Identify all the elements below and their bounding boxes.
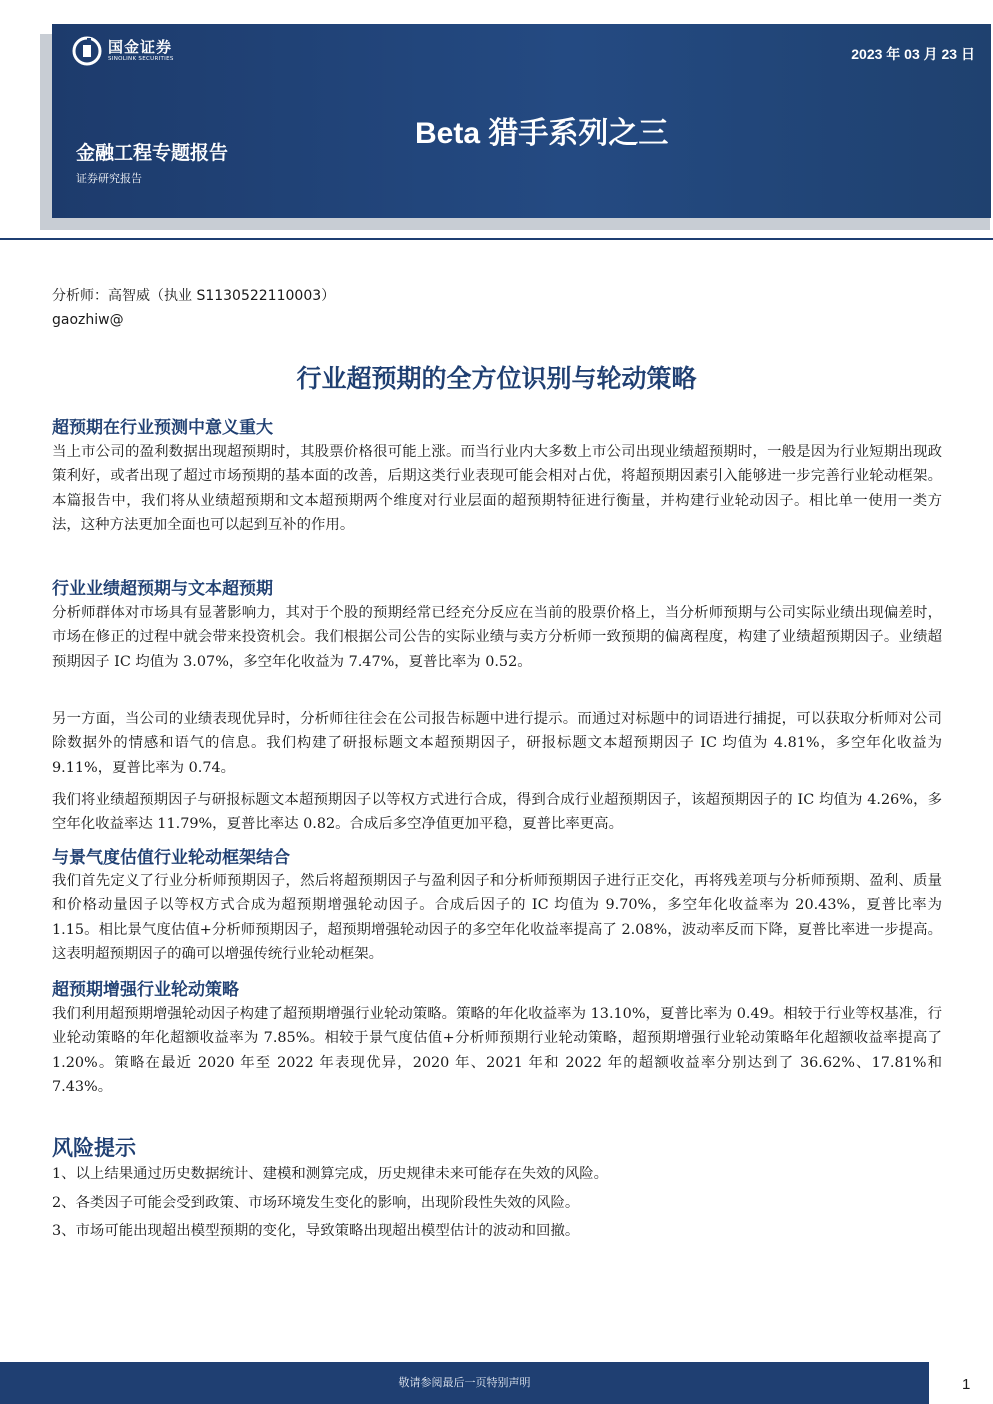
report-category-sub: 证券研究报告 bbox=[76, 172, 142, 185]
risk-item: 2、各类因子可能会受到政策、市场环境发生变化的影响，出现阶段性失效的风险。 bbox=[52, 1195, 580, 1211]
section-paragraph: 我们利用超预期增强轮动因子构建了超预期增强行业轮动策略。策略的年化收益率为 13.10%，夏普比率为 0.49。相较于行业等权基准，行业轮动策略的年化超额收益率为 7.85%。相较于景气度估值+分析师预期行业轮动策略，超预期增强行业轮动策略年化超额收益率提高了 1.20%。策略在最近 2020 年至 2022 年表现优异，2020 年、2021 年和 2022 年的超额收益率分别达到了 36.62%、17.81%和 7.43%。 bbox=[52, 1006, 942, 1095]
section-paragraph: 我们首先定义了行业分析师预期因子，然后将超预期因子与盈利因子和分析师预期因子进行正交化，再将残差项与分析师预期、盈利、质量和价格动量因子以等权方式合成为超预期增强轮动因子。合成后因子的 IC 均值为 9.70%，多空年化收益率为 20.43%，夏普比率为 1.15。相比景气度估值+分析师预期因子，超预期增强轮动因子的多空年化收益率提高了 2.08%，波动率反而下降，夏普比率进一步提高。这表明超预期因子的确可以增强传统行业轮动框架。 bbox=[52, 873, 942, 962]
analyst-line: 分析师：高智威（执业 S1130522110003） bbox=[52, 288, 336, 304]
logo-cn: 国金证券 bbox=[108, 37, 173, 56]
series-title: Beta 猎手系列之三 bbox=[415, 117, 669, 150]
section-heading: 与景气度估值行业轮动框架结合 bbox=[52, 848, 290, 868]
logo bbox=[72, 36, 174, 66]
section-paragraph: 当上市公司的盈利数据出现超预期时，其股票价格很可能上涨。而当行业内大多数上市公司出现业绩超预期时，一般是因为行业短期出现政策利好，或者出现了超过市场预期的基本面的改善，后期这类行业表现可能会相对占优，将超预期因素引入能够进一步完善行业轮动框架。本篇报告中，我们将从业绩超预期和文本超预期两个维度对行业层面的超预期特征进行衡量，并构建行业轮动因子。相比单一使用一类方法，这种方法更加全面也可以起到互补的作用。 bbox=[52, 444, 942, 533]
section-paragraph: 分析师群体对市场具有显著影响力，其对于个股的预期经常已经充分反应在当前的股票价格上，当分析师预期与公司实际业绩出现偏差时，市场在修正的过程中就会带来投资机会。我们根据公司公告的实际业绩与卖方分析师一致预期的偏离程度，构建了业绩超预期因子。业绩超预期因子 IC 均值为 3.07%，多空年化收益为 7.47%，夏普比率为 0.52。 bbox=[52, 605, 942, 670]
section-heading: 行业业绩超预期与文本超预期 bbox=[52, 579, 273, 599]
sinolink-logo-icon bbox=[72, 36, 102, 66]
analyst-email[interactable]: gaozhiw@ bbox=[52, 312, 124, 328]
section-paragraph: 我们将业绩超预期因子与研报标题文本超预期因子以等权方式进行合成，得到合成行业超预期因子，该超预期因子的 IC 均值为 4.26%，多空年化收益率达 11.79%，夏普比率达 0.82。合成后多空净值更加平稳，夏普比率更高。 bbox=[52, 792, 942, 833]
header-rule bbox=[0, 238, 993, 240]
logo-en: SINOLINK SECURITIES bbox=[108, 55, 174, 62]
report-date: 2023 年 03 月 23 日 bbox=[851, 46, 975, 62]
page-title: 行业超预期的全方位识别与轮动策略 bbox=[296, 364, 697, 393]
risk-item: 1、以上结果通过历史数据统计、建模和测算完成，历史规律未来可能存在失效的风险。 bbox=[52, 1166, 609, 1182]
footer-disclaimer[interactable]: 敬请参阅最后一页特别声明 bbox=[398, 1376, 531, 1389]
section-paragraph: 另一方面，当公司的业绩表现优异时，分析师往往会在公司报告标题中进行提示。而通过对标题中的词语进行捕捉，可以获取分析师对公司除数据外的情感和语气的信息。我们构建了研报标题文本超预期因子，研报标题文本超预期因子 IC 均值为 4.81%，多空年化收益为 9.11%，夏普比率为 0.74。 bbox=[52, 711, 942, 776]
risk-heading: 风险提示 bbox=[52, 1136, 136, 1160]
section-heading: 超预期增强行业轮动策略 bbox=[52, 980, 239, 1000]
section-heading: 超预期在行业预测中意义重大 bbox=[52, 418, 273, 438]
risk-item: 3、市场可能出现超出模型预期的变化，导致策略出现超出模型估计的波动和回撤。 bbox=[52, 1223, 580, 1239]
header-banner bbox=[52, 24, 991, 218]
logo-text bbox=[108, 37, 174, 63]
footer-gap bbox=[929, 1362, 934, 1404]
page-number: 1 bbox=[962, 1376, 971, 1393]
report-category: 金融工程专题报告 bbox=[76, 142, 229, 164]
footer-bar bbox=[0, 1362, 993, 1404]
